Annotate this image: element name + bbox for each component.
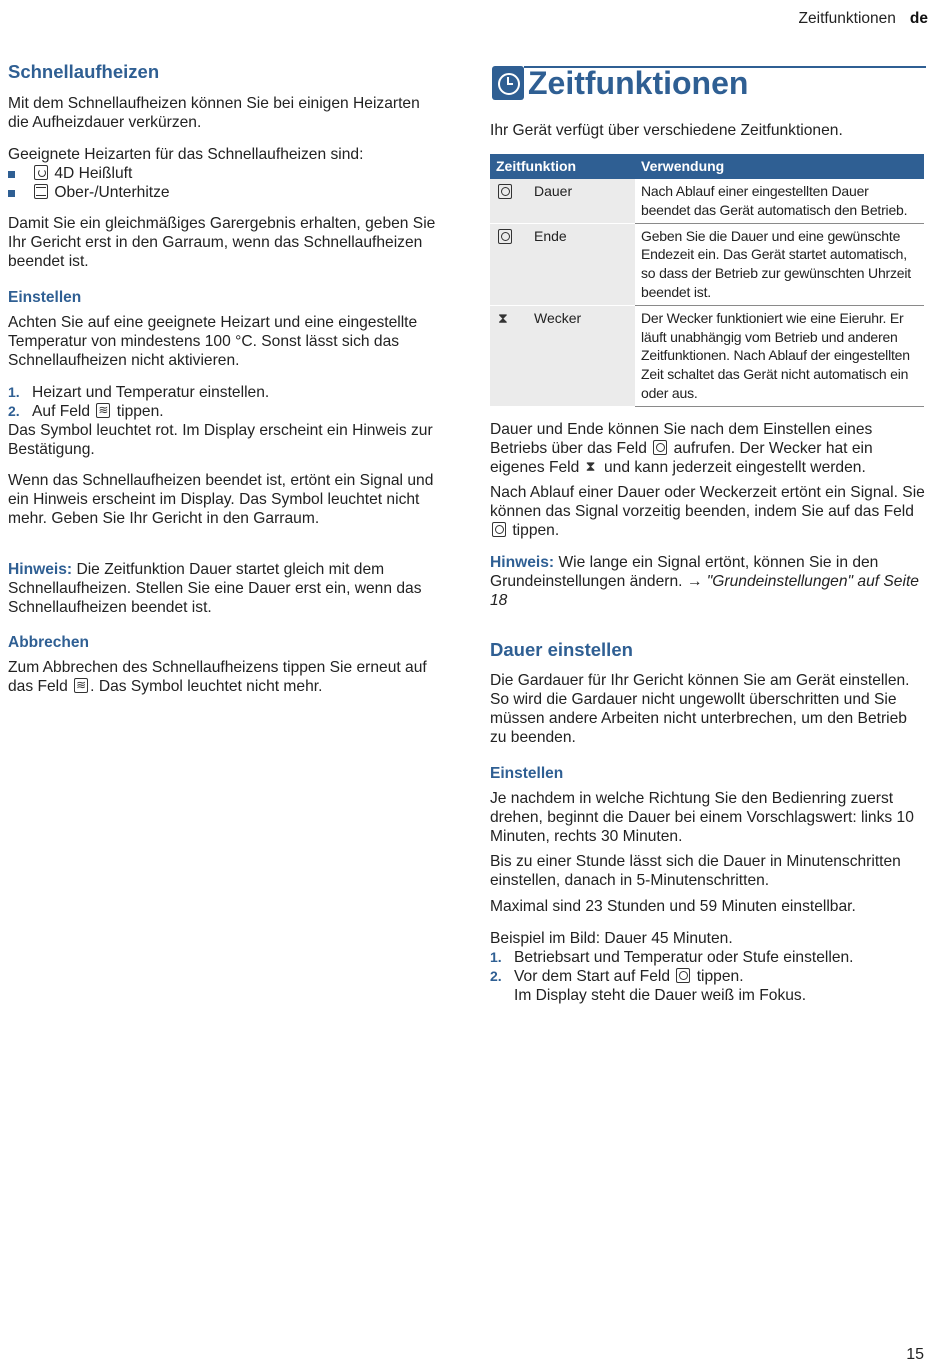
list-item-label: Ober-/Unterhitze	[54, 184, 170, 201]
step-text: tippen.	[696, 968, 744, 985]
table-header: Zeitfunktion	[490, 154, 635, 179]
clock-icon	[492, 66, 524, 100]
cancel-text-a: Zum Abbrechen des Schnellaufheizens tippen Sie erneut auf das Feld	[8, 659, 427, 695]
header-language: de	[909, 10, 928, 27]
table-cell-function	[490, 223, 635, 305]
rapid-heat-icon	[74, 678, 88, 693]
hourglass-icon	[498, 311, 510, 326]
list-item-label: 4D Heißluft	[54, 165, 133, 182]
steps-list	[490, 948, 926, 986]
table-row	[490, 305, 924, 406]
step-result: Im Display steht die Dauer weiß im Fokus.	[514, 987, 807, 1004]
cancel-text	[8, 658, 448, 696]
table-row	[490, 179, 924, 223]
step-item	[8, 383, 438, 402]
step-result: Das Symbol leuchtet rot. Im Display erscheint ein Hinweis zur Bestätigung.	[8, 422, 433, 458]
text-run: und kann jederzeit eingestellt werden.	[603, 459, 866, 476]
even-result-text: Damit Sie ein gleichmäßiges Garergebnis erhalten, geben Sie Ihr Gericht erst in den Garraum, wenn das Schnellaufheizen beendet ist.	[8, 215, 436, 270]
list-item	[8, 183, 438, 202]
suitable-intro: Geeignete Heizarten für das Schnellaufheizen sind:	[8, 146, 364, 163]
rapid-heat-icon	[96, 403, 110, 418]
hint-text: Wie lange ein Signal ertönt, können Sie in den Grundeinstellungen ändern.	[490, 554, 879, 590]
hint-paragraph	[8, 560, 440, 617]
table-cell-function	[490, 179, 635, 223]
page-number: 15	[906, 1346, 924, 1363]
hint-paragraph	[490, 553, 926, 610]
hint-label: Hinweis:	[8, 561, 73, 578]
duration-intro: Die Gardauer für Ihr Gericht können Sie am Gerät einstellen. So wird die Gardauer nicht ungewollt überschritten und Sie müssen andere Arbeiten nicht unterbrechen, um den Betrieb zu beenden.	[490, 672, 910, 746]
set-p1: Je nachdem in welche Richtung Sie den Bedienring zuerst drehen, beginnt die Dauer bei einem Vorschlagswert: links 10 Minuten, rechts 30 Minuten.	[490, 790, 914, 845]
heading-abbrechen: Abbrechen	[8, 634, 89, 651]
hint-label: Hinweis:	[490, 554, 555, 571]
header-section: Zeitfunktionen	[798, 10, 896, 27]
step-item	[490, 967, 926, 986]
table-header: Verwendung	[635, 154, 924, 179]
function-name: Ende	[534, 227, 567, 244]
step-text: tippen.	[116, 403, 164, 420]
reference-link[interactable]: "Grundeinstellungen" auf Seite 18	[490, 573, 919, 609]
step-item	[490, 948, 926, 967]
chapter-title: Zeitfunktionen	[528, 65, 749, 101]
chapter-title-bar	[490, 64, 926, 102]
clock-icon	[498, 184, 512, 199]
example-text: Beispiel im Bild: Dauer 45 Minuten.	[490, 930, 733, 947]
hint-text: Die Zeitfunktion Dauer startet gleich mit dem Schnellaufheizen. Stellen Sie eine Dauer erst ein, wenn das Schnellaufheizen beendet ist.	[8, 561, 422, 616]
list-item	[8, 164, 438, 183]
clock-icon	[676, 968, 690, 983]
cancel-text-b: . Das Symbol leuchtet nicht mehr.	[90, 678, 323, 695]
step-item	[8, 402, 438, 421]
intro-text: Mit dem Schnellaufheizen können Sie bei einigen Heizarten die Aufheizdauer verkürzen.	[8, 95, 420, 131]
step-number: 2.	[490, 968, 502, 984]
step-text: Betriebsart und Temperatur oder Stufe einstellen.	[514, 949, 854, 966]
table-header-row	[490, 154, 924, 179]
step-text: Auf Feld	[32, 403, 91, 420]
table-cell-use: Der Wecker funktioniert wie eine Eieruhr. Er läuft unabhängig vom Betrieb und anderen Zeitfunktionen. Nach Ablauf der eingestellten Zeit schaltet das Gerät nicht automatisch ein oder aus.	[635, 305, 924, 406]
heading-schnellaufheizen: Schnellaufheizen	[8, 61, 160, 82]
hourglass-icon	[586, 459, 598, 474]
heading-dauer-einstellen: Dauer einstellen	[490, 639, 633, 660]
table-cell-function	[490, 305, 635, 406]
reference-arrow: →	[686, 573, 703, 590]
text-run: tippen.	[512, 522, 560, 539]
text-run: aufrufen. Der Wecker hat ein eigenes Feld	[490, 440, 873, 476]
right-intro: Ihr Gerät verfügt über verschiedene Zeitfunktionen.	[490, 122, 843, 139]
suitable-list	[8, 164, 438, 202]
steps-list	[8, 383, 438, 421]
text-run: Nach Ablauf einer Dauer oder Weckerzeit ertönt ein Signal. Sie können das Signal vorzeitig beenden, indem Sie auf das Feld	[490, 484, 925, 520]
heading-einstellen: Einstellen	[490, 765, 564, 782]
function-name: Wecker	[534, 309, 582, 326]
top-bottom-heat-icon	[34, 184, 48, 199]
step-number: 1.	[8, 384, 20, 400]
set-p3: Maximal sind 23 Stunden und 59 Minuten einstellbar.	[490, 898, 856, 915]
time-functions-table	[490, 154, 924, 407]
table-cell-use: Geben Sie die Dauer und eine gewünschte Endezeit ein. Das Gerät startet automatisch, so dass der Betrieb zur gewünschten Uhrzeit beendet ist.	[635, 223, 924, 305]
set-p2: Bis zu einer Stunde lässt sich die Dauer in Minutenschritten einstellen, danach in 5-Minutenschritten.	[490, 853, 901, 889]
text-run: Dauer und Ende können Sie nach dem Einstellen eines Betriebs über das Feld	[490, 421, 873, 457]
step-text: Heizart und Temperatur einstellen.	[32, 384, 270, 401]
timer-access-text	[490, 420, 926, 477]
set-text: Achten Sie auf eine geeignete Heizart und eine eingestellte Temperatur von mindestens 100 °C. Sonst lässt sich das Schnellaufheizen nicht aktivieren.	[8, 314, 418, 369]
clock-icon	[498, 229, 512, 244]
table-row	[490, 223, 924, 305]
step-text: Vor dem Start auf Feld	[514, 968, 671, 985]
4d-hot-air-icon	[34, 165, 48, 180]
clock-icon	[653, 440, 667, 455]
function-name: Dauer	[534, 183, 573, 199]
heading-einstellen: Einstellen	[8, 289, 82, 306]
step-number: 1.	[490, 949, 502, 965]
page-header	[799, 9, 928, 28]
table-cell-use: Nach Ablauf einer eingestellten Dauer beendet das Gerät automatisch den Betrieb.	[635, 179, 924, 223]
step-number: 2.	[8, 403, 20, 419]
end-text: Wenn das Schnellaufheizen beendet ist, ertönt ein Signal und ein Hinweis erscheint im Display. Das Symbol leuchtet nicht mehr. Geben Sie Ihr Gericht in den Garraum.	[8, 472, 434, 527]
signal-text	[490, 483, 926, 540]
clock-icon	[492, 522, 506, 537]
